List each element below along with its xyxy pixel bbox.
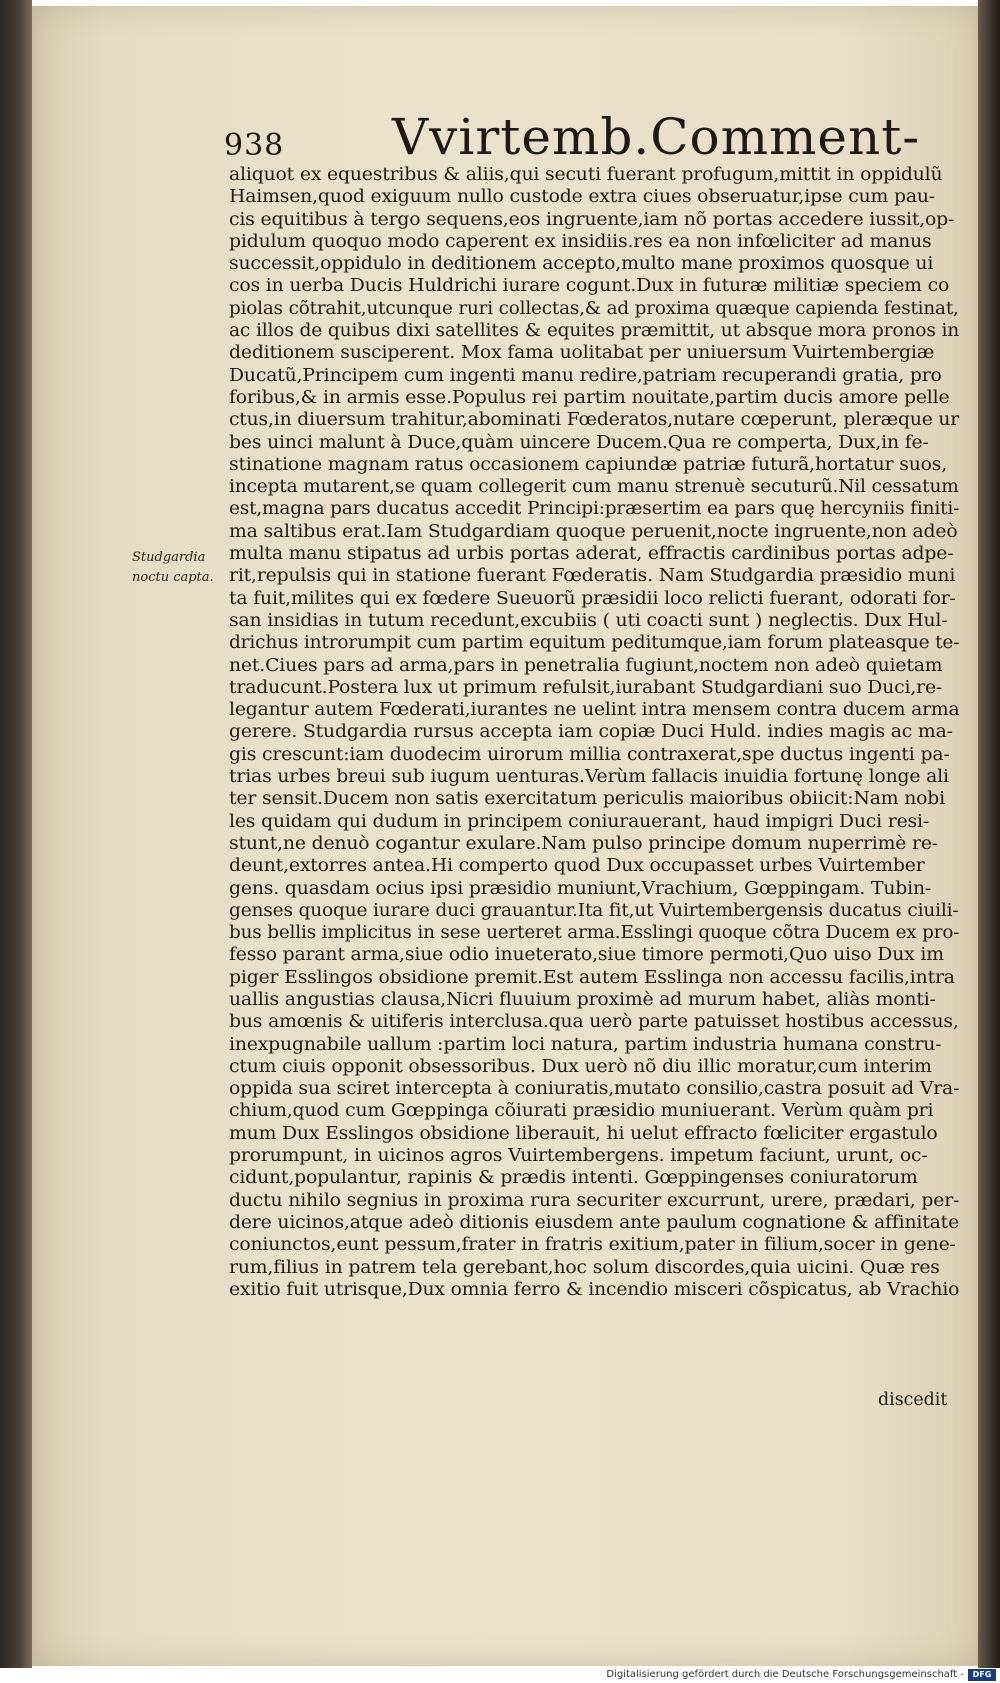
text-line: bes uinci malunt à Duce,quàm uincere Ducem.Qua re comperta, Dux,in fe- bbox=[229, 432, 929, 453]
text-line: chium,quod cum Gœppinga cõiurati præsidio muniuerant. Verùm quàm pri bbox=[229, 1101, 934, 1122]
text-line: drichus introrumpit cum partim equitum peditumque,iam forum plateasque te- bbox=[229, 633, 960, 654]
margin-note-line: noctu capta. bbox=[132, 570, 214, 585]
text-line: Haimsen,quod exiguum nullo custode extra ciues obseruatur,ipse cum pau- bbox=[229, 187, 935, 208]
text-line: stinatione magnam ratus occasionem capiundæ patriæ futurã,hortatur suos, bbox=[229, 454, 948, 475]
text-line: ter sensit.Ducem non satis exercitatum periculis maioribus obiicit:Nam nobi bbox=[229, 789, 946, 810]
text-line: prorumpunt, in uicinos agros Vuirtembergens. impetum faciunt, urunt, oc- bbox=[229, 1146, 928, 1167]
text-line: cos in uerba Ducis Huldrichi iurare cogunt.Dux in futuræ militiæ speciem co bbox=[229, 276, 950, 297]
text-line: Ducatũ,Principem cum ingenti manu redire,patriam recuperandi gratia, pro bbox=[229, 365, 942, 386]
text-line: ac illos de quibus dixi satellites & equites præmittit, ut absque mora pronos in bbox=[229, 321, 960, 342]
text-line: bus amœnis & uitiferis interclusa.qua uerò parte patuisset hostibus accessus, bbox=[229, 1012, 959, 1033]
text-line: uallis angustias clausa,Nicri fluuium proximè ad murum habet, aliàs monti- bbox=[229, 989, 936, 1010]
text-line: est,magna pars ducatus accedit Principi:præsertim ea pars quę hercyniis finiti- bbox=[229, 499, 960, 520]
text-line: gerere. Studgardia rursus accepta iam copiæ Duci Huld. indies magis ac ma- bbox=[229, 722, 953, 743]
text-line: coniunctos,eunt pessum,frater in fratris exitium,pater in filium,socer in gene- bbox=[229, 1235, 956, 1256]
text-line: san insidias in tutum recedunt,excubiis ( uti coacti sunt ) neglectis. Dux Hul- bbox=[229, 610, 948, 631]
text-line: ctum ciuis opponit obsessoribus. Dux uerò nõ diu illic moratur,cum interim bbox=[229, 1056, 932, 1077]
text-line: mum Dux Esslingos obsidione liberauit, hi uelut effracto fœliciter ergastulo bbox=[229, 1123, 938, 1144]
text-line: oppida sua sciret intercepta à coniuratis,mutato consilio,castra posuit ad Vra- bbox=[229, 1079, 960, 1100]
text-line: foribus,& in armis esse.Populus rei partim nouitate,partim ducis amore pelle bbox=[229, 387, 950, 408]
text-line: rum,filius in patrem tela gerebant,hoc solum discordes,quia uicini. Quæ res bbox=[229, 1257, 940, 1278]
text-line: ductu nihilo segnius in proxima rura securiter excurrunt, urere, prædari, per- bbox=[229, 1190, 960, 1211]
text-line: incepta mutarent,se quam collegerit cum manu strenuè secuturũ.Nil cessatum bbox=[229, 477, 959, 498]
text-line: multa manu stipatus ad urbis portas aderat, effractis cardinibus portas adpe- bbox=[229, 544, 954, 565]
text-line: piger Esslingos obsidione premit.Est autem Esslinga non accessu facilis,intra bbox=[229, 967, 955, 988]
text-line: bus bellis implicitus in sese uerteret arma.Esslingi quoque cõtra Ducem ex pro- bbox=[229, 923, 960, 944]
text-line: les quidam qui dudum in principem coniurauerant, haud impigri Duci resi- bbox=[229, 811, 930, 832]
text-line: rit,repulsis qui in statione fuerant Fœderatis. Nam Studgardia præsidio muni bbox=[229, 566, 956, 587]
text-line: ta fuit,milites qui ex fœdere Sueuorũ præsidii loco relicti fuerant, odorati for- bbox=[229, 588, 956, 609]
catchword: discedit bbox=[878, 1390, 948, 1410]
text-line: piolas cõtrahit,utcunque ruri collectas,& ad proxima quæque capienda festinat, bbox=[229, 298, 959, 319]
text-line: pidulum quoquo modo caperent ex insidiis.res ea non infœliciter ad manus bbox=[229, 231, 932, 252]
text-line: deunt,extorres antea.Hi comperto quod Dux occupasset urbes Vuirtember bbox=[229, 856, 925, 877]
text-line: inexpugnabile uallum :partim loci natura, partim industria humana constru- bbox=[229, 1034, 942, 1055]
text-line: ma saltibus erat.Iam Studgardiam quoque peruenit,nocte ingruente,non adeò bbox=[229, 521, 958, 542]
text-line: stunt,ne denuò cogantur exulare.Nam pulso principe domum nuperrimè re- bbox=[229, 833, 939, 854]
margin-note-line: Studgardia bbox=[132, 550, 206, 565]
text-line: dere uicinos,atque adeò ditionis eiusdem ante paulum cognatione & affinitate bbox=[229, 1212, 960, 1233]
page-number: 938 bbox=[224, 128, 285, 163]
text-line: gens. quasdam ocius ipsi præsidio muniunt,Vrachium, Gœppingam. Tubin- bbox=[229, 878, 932, 899]
text-line: cidunt,populantur, rapinis & prædis intenti. Gœppingenses coniuratorum bbox=[229, 1168, 918, 1189]
text-line: fesso parant arma,siue odio inueterato,siue timore permoti,Quo uiso Dux im bbox=[229, 945, 944, 966]
text-line: cis equitibus à tergo sequens,eos ingruente,iam nõ portas accedere iussit,op- bbox=[229, 209, 955, 230]
text-line: aliquot ex equestribus & aliis,qui secuti fuerant profugum,mittit in oppidulũ bbox=[229, 165, 943, 185]
book-edge-left bbox=[0, 0, 32, 1668]
text-line: genses quoque iurare duci grauantur.Ita fit,ut Vuirtembergensis ducatus ciuili- bbox=[229, 900, 959, 921]
text-line: trias urbes breui sub iugum uenturas.Verùm fallacis inuidia fortunę longe ali bbox=[229, 767, 949, 788]
text-line: traducunt.Postera lux ut primum refulsit,iurabant Studgardiani suo Duci,re- bbox=[229, 677, 943, 698]
running-title: Vvirtemb.Comment- bbox=[392, 108, 921, 166]
dfg-logo: DFG bbox=[968, 1669, 996, 1681]
page-header bbox=[224, 108, 921, 168]
margin-note bbox=[132, 548, 228, 588]
text-line: successit,oppidulo in deditionem accepto,multo mane proximos quosque ui bbox=[229, 254, 934, 275]
text-line: exitio fuit utrisque,Dux omnia ferro & incendio misceri cõspicatus, ab Vrachio bbox=[229, 1279, 960, 1300]
text-line: gis crescunt:iam duodecim uirorum millia contraxerat,spe ductus ingenti pa- bbox=[229, 744, 950, 765]
text-line: net.Ciues pars ad arma,pars in penetralia fugiunt,noctem non adeò quietam bbox=[229, 655, 943, 676]
body-text bbox=[229, 164, 959, 1301]
text-line: legantur autem Fœderati,iurantes ne uelint intra mensem contra ducem arma bbox=[229, 700, 960, 721]
text-line: deditionem susciperent. Mox fama uolitabat per uniuersum Vuirtembergiæ bbox=[229, 343, 935, 364]
footer-credit: Digitalisierung gefördert durch die Deutsche Forschungsgemeinschaft - bbox=[606, 1669, 964, 1680]
text-line: ctus,in diuersum trahitur,abominati Fœderatos,nutare cœperunt, pleræque ur bbox=[229, 410, 960, 431]
